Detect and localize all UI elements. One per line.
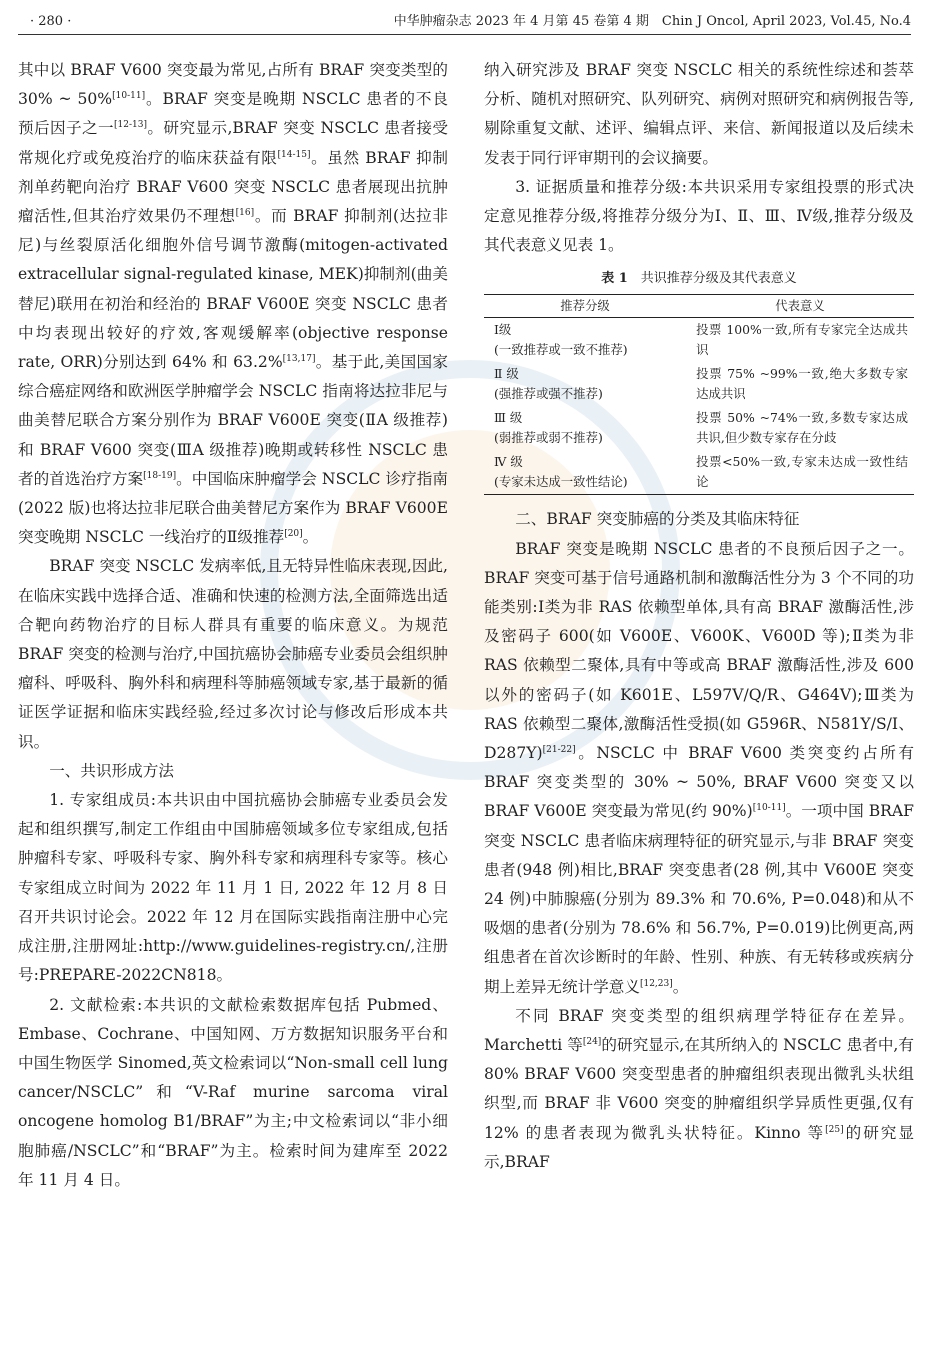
citation: [21-22] bbox=[542, 745, 576, 756]
table-1 bbox=[484, 268, 914, 495]
citation: [10-11] bbox=[752, 803, 786, 814]
paragraph: 3. 证据质量和推荐分级:本共识采用专家组投票的形式决定意见推荐分级,将推荐分级分为Ⅰ、Ⅱ、Ⅲ、Ⅳ级,推荐分级及其代表意义见表 1。 bbox=[484, 177, 914, 255]
paragraph: 不同 BRAF 突变类型的组织病理学特征存在差异。Marchetti 等[24]的研究显示,在其所纳入的 NSCLC 患者中,有 80% BRAF V600 突变型患者的肿瘤组织表现出微乳头状组织型,而 BRAF 非 V600 突变的肿瘤组织学异质性更强,仅有 12% 的患者表现为微乳头状特征。Kinno 等[25]的研究显示,BRAF bbox=[484, 1006, 915, 1171]
page-header bbox=[18, 12, 911, 35]
table-caption: 表 1 共识推荐分级及其代表意义 bbox=[601, 271, 797, 287]
paragraph: BRAF 突变是晚期 NSCLC 患者的不良预后因子之一。BRAF 突变可基于信号通路机制和激酶活性分为 3 个不同的功能类别:Ⅰ类为非 RAS 依赖型单体,具有高 BRAF 激酶活性,涉及密码子 600(如 V600E、V600K、V600D 等);Ⅱ类为非 RAS 依赖型二聚体,具有中等或高 BRAF 激酶活性,涉及 600 以外的密码子(如 K601E、L597V/Q/R、G464V);Ⅲ类为 RAS 依赖型二聚体,激酶活性受损(如 G596R、N581Y/S/I、D287Y)[21-22]。NSCLC 中 BRAF V600 类突变约占所有 BRAF 突变类型的 30% ~ 50%, BRAF V600 突变又以 BRAF V600E 突变最为常见(约 90%)[10-11]。一项中国 BRAF 突变 NSCLC 患者临床病理特征的研究显示,与非 BRAF 突变患者(948 例)相比,BRAF 突变患者(28 例,其中 V600E 突变 24 例)中肺腺癌(分别为 89.3% 和 70.6%, P=0.048)和从不吸烟的患者(分别为 78.6% 和 56.7%, P=0.019)比例更高,两组患者在首次诊断时的年龄、性别、种族、有无转移或疾病分期上差异无统计学意义[12,23]。 bbox=[484, 539, 914, 996]
paragraph: 其中以 BRAF V600 突变最为常见,占所有 BRAF 突变类型的 30% ~ 50%[10-11]。BRAF 突变是晚期 NSCLC 患者的不良预后因子之一[12-13]。研究显示,BRAF 突变 NSCLC 患者接受常规化疗或免疫治疗的临床获益有限[14-15]。虽然 BRAF 抑制剂单药靶向治疗 BRAF V600 突变 NSCLC 患者展现出抗肿瘤活性,但其治疗效果仍不理想[16]。而 BRAF 抑制剂(达拉非尼)与丝裂原活化细胞外信号调节激酶(mitogen-activated extracellular signal-regulated kinase, MEK)抑制剂(曲美替尼)联用在初治和经治的 BRAF V600E 突变 NSCLC 患者中均表现出较好的疗效,客观缓解率(objective response rate, ORR)分别达到 64% 和 63.2%[13,17]。基于此,美国国家综合癌症网络和欧洲医学肿瘤学会 NSCLC 指南将达拉非尼与曲美替尼联合方案分别作为 BRAF V600E 突变(ⅡA 级推荐)和 BRAF V600 突变(ⅢA 级推荐)晚期或转移性 NSCLC 患者的首选治疗方案[18-19]。中国临床肿瘤学会 NSCLC 诊疗指南(2022 版)也将达拉非尼联合曲美替尼方案作为 BRAF V600E 突变晚期 NSCLC 一线治疗的Ⅱ级推荐[20]。 bbox=[18, 61, 449, 547]
journal-citation: 中华肿瘤杂志 2023 年 4 月第 45 卷第 4 期 Chin J Oncol, April 2023, Vol.45, No.4 bbox=[393, 14, 911, 29]
table-row: Ⅲ 级 (弱推荐或弱不推荐) 投票 50% ~74%一致,多数专家达成共识,但少数专家存在分歧 bbox=[494, 410, 908, 446]
citation: [12,23] bbox=[639, 978, 673, 989]
section-heading: 二、BRAF 突变肺癌的分类及其临床特征 bbox=[515, 510, 800, 529]
citation: [25] bbox=[825, 1124, 844, 1135]
paragraph: BRAF 突变 NSCLC 发病率低,且无特异性临床表现,因此,在临床实践中选择合适、准确和快速的检测方法,全面筛选出适合靶向药物治疗的目标人群具有重要的临床意义。为规范 BRAF 突变的检测与治疗,中国抗癌协会肺癌专业委员会组织肿瘤科、呼吸科、胸外科和病理科等肺癌领域专家,基于最新的循证医学证据和临床实践经验,经过多次讨论与修改后形成本共识。 bbox=[18, 557, 448, 751]
citation: [20] bbox=[284, 529, 303, 540]
table-header: 推荐分级 bbox=[484, 295, 686, 318]
table-row: Ⅱ 级 (强推荐或强不推荐) 投票 75% ~99%一致,绝大多数专家达成共识 bbox=[494, 366, 908, 402]
paragraph: 1. 专家组成员:本共识由中国抗癌协会肺癌专业委员会发起和组织撰写,制定工作组由中国肺癌领域多位专家组成,包括肿瘤科专家、呼吸科专家、胸外科专家和病理科专家等。核心专家组成立时间为 2022 年 11 月 1 日, 2022 年 12 月 8 日召开共识讨论会。2022 年 12 月在国际实践指南注册中心完成注册,注册网址:http://www.guidelines-registry.cn/,注册号:PREPARE-2022CN818。 bbox=[18, 791, 448, 985]
table-header: 代表意义 bbox=[686, 295, 914, 318]
citation: [24] bbox=[582, 1037, 602, 1048]
citation: [16] bbox=[235, 208, 255, 219]
citation: [12-13] bbox=[114, 120, 148, 131]
table-row: Ⅰ级 (一致推荐或一致不推荐) 投票 100%一致,所有专家完全达成共识 bbox=[494, 322, 908, 358]
section-heading: 一、共识形成方法 bbox=[49, 761, 174, 780]
citation: [14-15] bbox=[277, 149, 311, 160]
page-number: · 280 · bbox=[30, 14, 72, 29]
recommendation-table bbox=[484, 294, 914, 495]
table-row: Ⅳ 级 (专家未达成一致性结论) 投票<50%一致,专家未达成一致性结论 bbox=[484, 450, 914, 495]
citation: [10-11] bbox=[112, 91, 146, 102]
citation: [13,17] bbox=[282, 354, 316, 365]
left-column bbox=[18, 56, 448, 1195]
paragraph: 纳入研究涉及 BRAF 突变 NSCLC 相关的系统性综述和荟萃分析、随机对照研究、队列研究、病例对照研究和病例报告等,剔除重复文献、述评、编辑点评、来信、新闻报道以及后续未发表于同行评审期刊的会议摘要。 bbox=[484, 61, 914, 167]
paragraph: 2. 文献检索:本共识的文献检索数据库包括 Pubmed、Embase、Cochrane、中国知网、万方数据知识服务平台和中国生物医学 Sinomed,英文检索词以“Non-small cell lung cancer/NSCLC”和“V-Raf murine sarcoma viral oncogene homolog B1/BRAF”为主;中文检索词以“非小细胞肺癌/NSCLC”和“BRAF”为主。检索时间为建库至 2022 年 11 月 4 日。 bbox=[18, 995, 448, 1189]
right-column bbox=[484, 56, 914, 1177]
citation: [18-19] bbox=[143, 470, 177, 481]
